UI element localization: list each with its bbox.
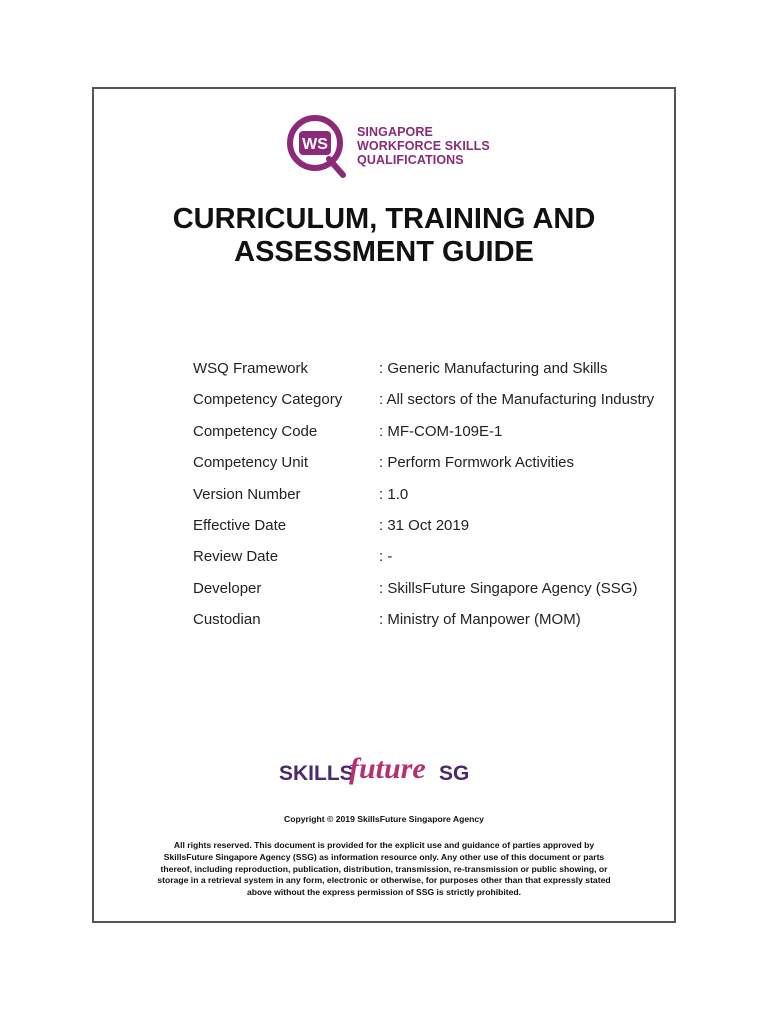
document-title-line-1: CURRICULUM, TRAINING AND <box>172 203 596 235</box>
detail-label: Developer <box>193 579 262 597</box>
rights-line-4: storage in a retrieval system in any form, electronic or otherwise, for purposes other than that expressly stated <box>157 875 611 886</box>
wsq-logo-line-3: QUALIFICATIONS <box>357 153 464 167</box>
detail-row-version <box>193 486 683 517</box>
detail-value: : 31 Oct 2019 <box>379 516 470 534</box>
detail-value: : - <box>379 548 393 566</box>
skillsfuture-logo <box>279 742 479 788</box>
skillsfuture-logo-part-2: future <box>349 752 426 785</box>
detail-row-code <box>193 423 683 454</box>
detail-value: : MF-COM-109E-1 <box>379 422 503 440</box>
detail-label: Effective Date <box>193 516 287 534</box>
detail-label: WSQ Framework <box>193 360 309 377</box>
skillsfuture-logo-part-3: SG <box>439 762 470 785</box>
detail-value: : 1.0 <box>379 485 409 503</box>
detail-label: Custodian <box>193 611 261 629</box>
detail-label: Competency Unit <box>193 454 309 472</box>
detail-value: : Generic Manufacturing and Skills <box>379 360 608 377</box>
detail-value: : All sectors of the Manufacturing Industry <box>379 391 655 409</box>
detail-row-review-date <box>193 548 683 579</box>
document-details <box>193 360 683 643</box>
detail-value: : Ministry of Manpower (MOM) <box>379 611 581 629</box>
rights-line-5: above without the express permission of SSG is strictly prohibited. <box>246 887 522 898</box>
document-title <box>92 203 676 269</box>
detail-value: : SkillsFuture Singapore Agency (SSG) <box>379 579 638 597</box>
wsq-logo-line-1: SINGAPORE <box>357 125 433 139</box>
detail-label: Version Number <box>193 485 301 503</box>
wsq-logo <box>285 113 505 179</box>
detail-label: Review Date <box>193 548 279 566</box>
wsq-logo-mark-icon <box>285 113 355 179</box>
detail-row-effective-date <box>193 517 683 548</box>
copyright-notice: Copyright © 2019 SkillsFuture Singapore Agency <box>284 814 484 824</box>
wsq-logo-line-2: WORKFORCE SKILLS <box>357 139 490 153</box>
rights-line-2: SkillsFuture Singapore Agency (SSG) as information resource only. Any other use of this document or parts <box>163 851 605 862</box>
rights-statement <box>110 840 658 899</box>
rights-line-1: All rights reserved. This document is provided for the explicit use and guidance of parties approved by <box>173 840 595 850</box>
detail-value: : Perform Formwork Activities <box>379 454 575 472</box>
skillsfuture-logo-part-1: SKILLS <box>279 762 354 785</box>
detail-label: Competency Category <box>193 391 343 409</box>
detail-row-category <box>193 391 683 422</box>
detail-label: Competency Code <box>193 422 318 440</box>
detail-row-framework <box>193 360 683 391</box>
wsq-mark-text: WS <box>302 136 328 153</box>
wsq-logo-text <box>357 125 490 167</box>
detail-row-unit <box>193 454 683 485</box>
detail-row-custodian <box>193 611 683 642</box>
rights-line-3: thereof, including reproduction, publication, distribution, transmission, re-transmission or public showing, or <box>160 863 608 874</box>
detail-row-developer <box>193 580 683 611</box>
document-title-line-2: ASSESSMENT GUIDE <box>234 236 534 268</box>
